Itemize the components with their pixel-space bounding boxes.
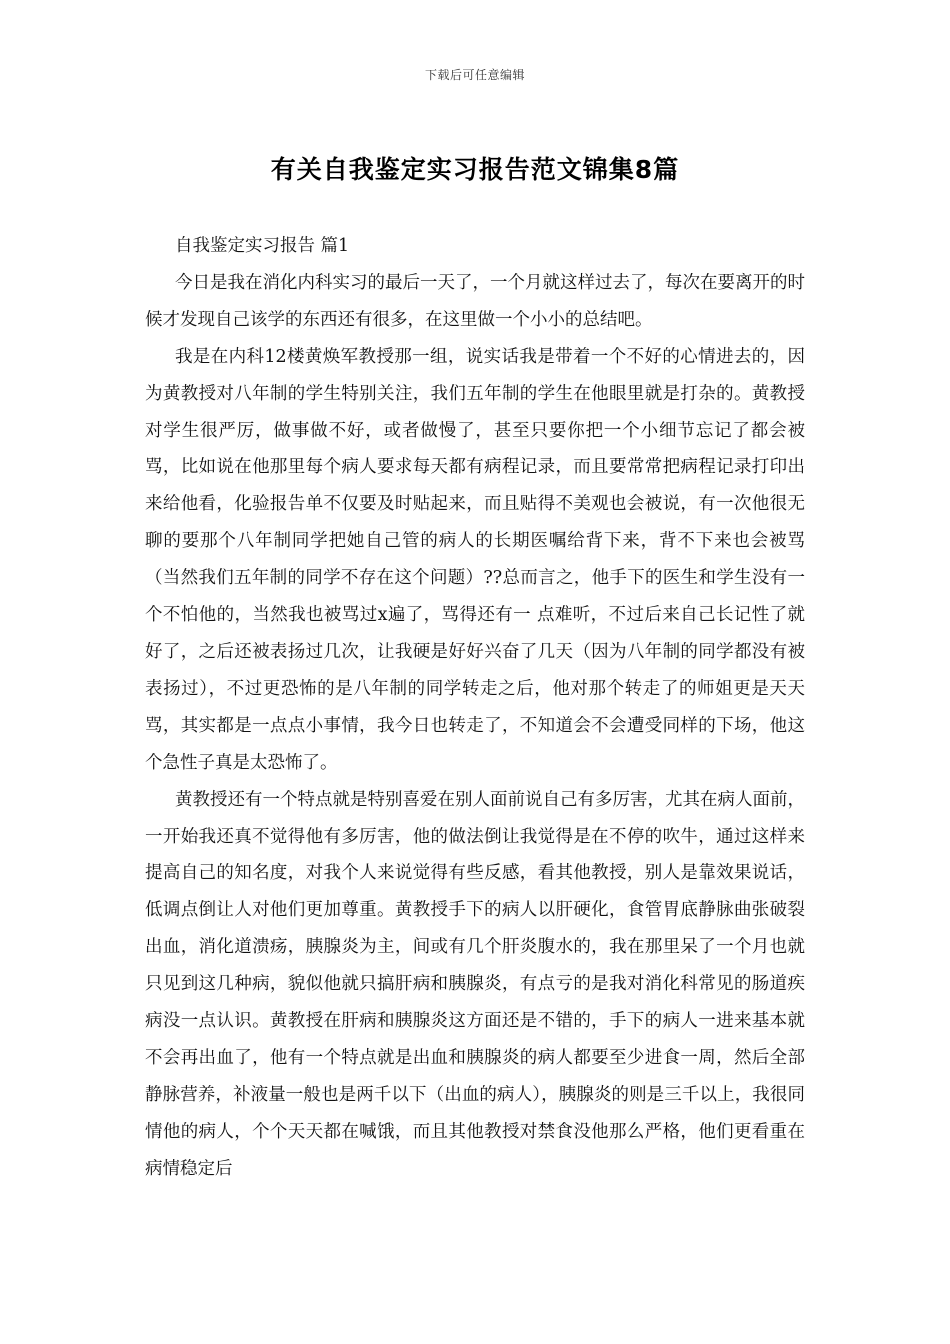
document-title: 有关自我鉴定实习报告范文锦集8篇	[270, 155, 680, 184]
paragraph-3: 黄教授还有一个特点就是特别喜爱在别人面前说自己有多厉害，尤其在病人面前，一开始我还真不觉得他有多厉害，他的做法倒让我觉得是在不停的吹牛，通过这样来提高自己的知名度，对我个人来说觉得有些反感，看其他教授，别人是靠效果说话，低调点倒让人对他们更加尊重。黄教授手下的病人以肝硬化，食管胃底静脉曲张破裂出血，消化道溃疡，胰腺炎为主，间或有几个肝炎腹水的，我在那里呆了一个月也就只见到这几种病，貌似他就只搞肝病和胰腺炎，有点亏的是我对消化科常见的肠道疾病没一点认识。黄教授在肝病和胰腺炎这方面还是不错的，手下的病人一进来基本就不会再出血了，他有一个特点就是出血和胰腺炎的病人都要至少进食一周，然后全部静脉营养，补液量一般也是两千以下（出血的病人），胰腺炎的则是三千以上，我很同情他的病人，个个天天都在喊饿，而且其他教授对禁食没他那么严格，他们更看重在病情稳定后	[145, 789, 805, 1179]
section-heading: 自我鉴定实习报告 篇1	[175, 236, 350, 256]
document-body	[145, 228, 805, 1188]
paragraph-2: 我是在内科12楼黄焕军教授那一组，说实话我是带着一个不好的心情进去的，因为黄教授对八年制的学生特别关注，我们五年制的学生在他眼里就是打杂的。黄教授对学生很严厉，做事做不好，或者做慢了，甚至只要你把一个小细节忘记了都会被骂，比如说在他那里每个病人要求每天都有病程记录，而且要常常把病程记录打印出来给他看，化验报告单不仅要及时贴起来，而且贴得不美观也会被说，有一次他很无聊的要那个八年制同学把她自己管的病人的长期医嘱给背下来，背不下来也会被骂（当然我们五年制的同学不存在这个问题）??总而言之，他手下的医生和学生没有一个不怕他的，当然我也被骂过x遍了，骂得还有一 点难听，不过后来自己长记性了就好了，之后还被表扬过几次，让我硬是好好兴奋了几天（因为八年制的同学都没有被表扬过），不过更恐怖的是八年制的同学转走之后，他对那个转走了的师姐更是天天骂，其实都是一点点小事情，我今日也转走了，不知道会不会遭受同样的下场，他这个急性子真是太恐怖了。	[145, 346, 805, 773]
paragraph-1: 今日是我在消化内科实习的最后一天了，一个月就这样过去了，每次在要离开的时候才发现自己该学的东西还有很多，在这里做一个小小的总结吧。	[145, 272, 805, 330]
header-note: 下载后可任意编辑	[424, 68, 525, 82]
